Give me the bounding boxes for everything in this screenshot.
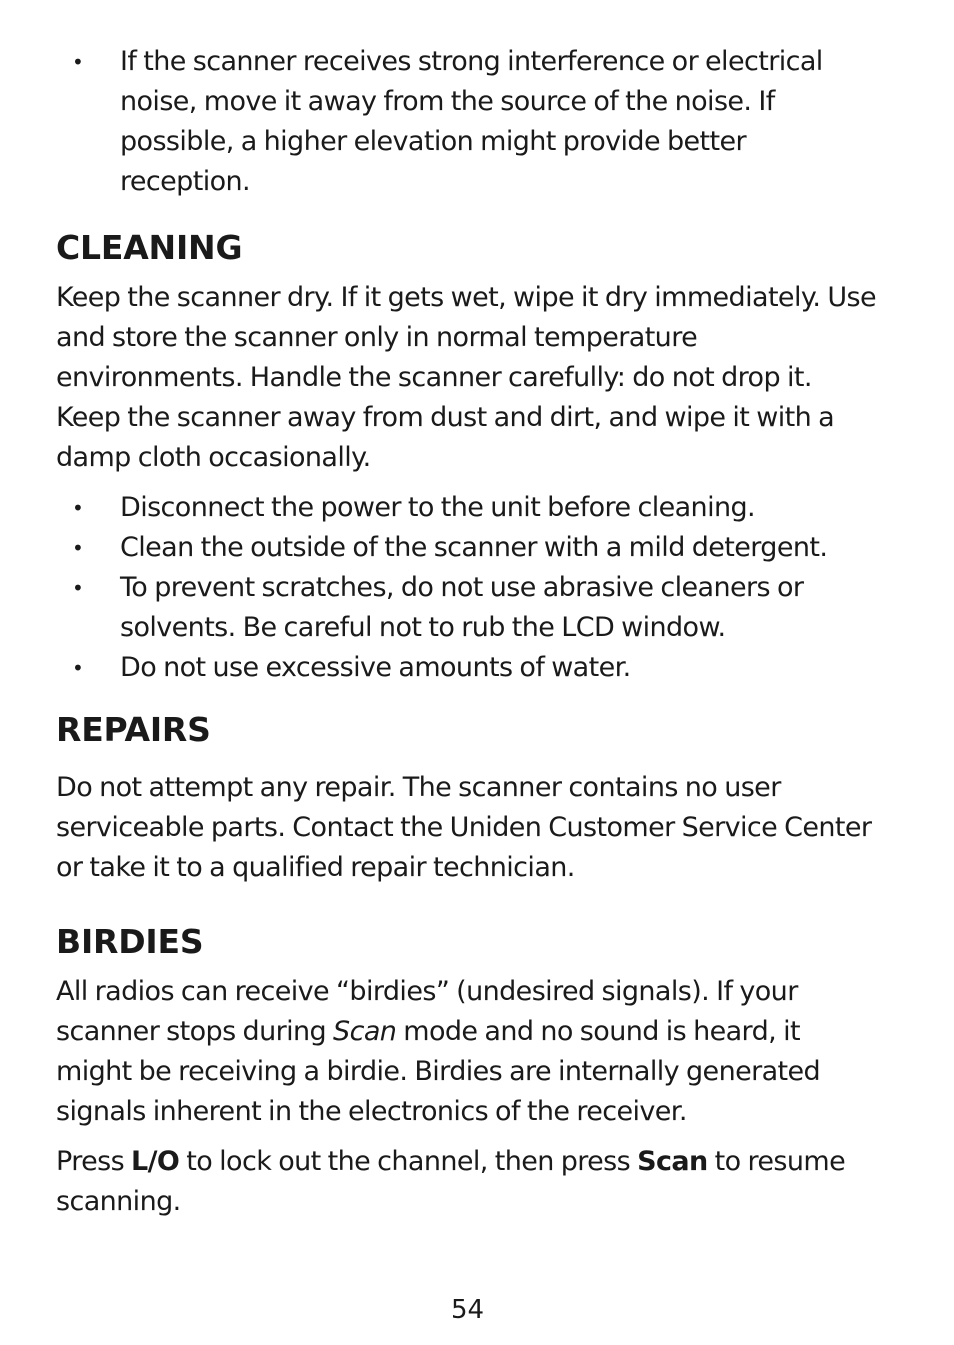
repairs-section [56,710,876,888]
section-paragraph: Do not attempt any repair. The scanner contains no user serviceable parts. Contact the Uniden Customer Service Center or take it to a qualified repair technician. [56,772,872,883]
cleaning-bullet-list [56,488,876,688]
scan-key-label: Scan [637,1146,708,1177]
bullet-icon: • [72,656,84,680]
manual-page [56,42,876,1222]
bullet-icon: • [72,576,84,600]
section-heading: BIRDIES [56,922,204,961]
cleaning-section [56,228,876,688]
list-item: • Disconnect the power to the unit before cleaning. [56,488,876,528]
section-paragraph: All radios can receive “birdies” (undesired signals). If your scanner stops during Scan mode and no sound is heard, it might be receiving a birdie. Birdies are internally generated signals inherent in the electronics of the receiver. [56,976,821,1127]
page-number: 54 [450,1295,485,1325]
lo-key-label: L/O [131,1146,180,1177]
list-item: • Clean the outside of the scanner with a mild detergent. [56,528,876,568]
bullet-icon: • [72,50,84,74]
list-item: • Do not use excessive amounts of water. [56,648,876,688]
scan-mode-emphasis: Scan [333,1016,397,1047]
bullet-icon: • [72,536,84,560]
section-heading: CLEANING [56,228,243,267]
bullet-icon: • [72,496,84,520]
list-item: • To prevent scratches, do not use abrasive cleaners or solvents. Be careful not to rub the LCD window. [56,568,876,648]
list-item: • If the scanner receives strong interference or electrical noise, move it away from the source of the noise. If possible, a higher elevation might provide better reception. [56,42,876,202]
section-paragraph: Keep the scanner dry. If it gets wet, wipe it dry immediately. Use and store the scanner only in normal temperature environments. Handle the scanner carefully: do not drop it. Keep the scanner away from dust and dirt, and wipe it with a damp cloth occasionally. [56,282,876,473]
birdies-section [56,922,876,1222]
intro-bullet-list [56,42,876,202]
lockout-instruction: Press L/O to lock out the channel, then press Scan to resume scanning. [56,1146,846,1217]
section-heading: REPAIRS [56,710,211,749]
